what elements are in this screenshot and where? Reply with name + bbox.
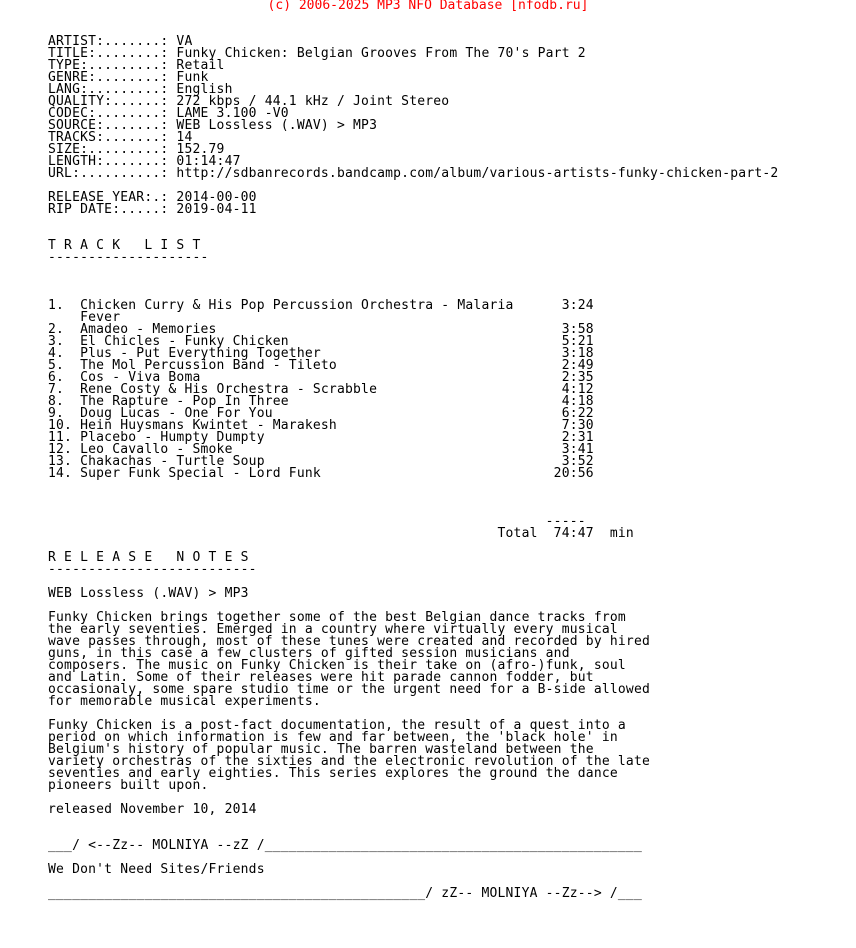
nfodb-header-title: (c) 2006-2025 MP3 NFO Database [nfodb.ru]	[267, 0, 589, 13]
nfo-text-body: ARTIST:.......: VA TITLE:........: Funky Chicken: Belgian Grooves From The 70's Part 2 TYPE:.........: Retail GENRE:........: Funk LANG:.........: English QUALITY:......: 272 kbps / 44.1 kHz / Joint Stereo CODEC:........: LAME 3.100 -V0 SOURCE:.......: WEB Lossless (.WAV) > MP3 TRACKS:.......: 14 SIZE:.........: 152.79 LENGTH:.......: 01:14:47 URL:..........: http://sdbanrecords.bandcamp.com/album/various-artists-funky-chicken-part-2 RELEASE YEAR:.: 2014-00-00 RIP DATE:.....: 2019-04-11 T R A C K L I S T -------------------- 1. Chicken Curry & His Pop Percussion Orchestra - Malaria 3:24 Fever 2. Amadeo - Memories 3:58 3. El Chicles - Funky Chicken 5:21 4. Plus - Put Everything Together 3:18 5. The Mol Percussion Band - Tileto 2:49 6. Cos - Viva Boma 2:35 7. Rene Costy & His Orchestra - Scrabble 4:12 8. The Rapture - Pop In Three 4:18 9. Doug Lucas - One For You 6:22 10. Hein Huysmans Kwintet - Marakesh 7:30 11. Placebo - Humpty Dumpty 2:31 12. Leo Cavallo - Smoke 3:41 13. Chakachas - Turtle Soup 3:52 14. Super Funk Special - Lord Funk 20:56 ----- Total 74:47 min R E L E A S E N O T E S -------------------------- WEB Lossless (.WAV) > MP3 Funky Chicken brings together some of the best Belgian dance tracks from the early seventies. Emerged in a country where virtually every musical wave passes through, most of these tunes were created and recorded by hired guns, in this case a few clusters of gifted session musicians and composers. The music on Funky Chicken is their take on (afro-)funk, soul and Latin. Some of their releases were hit parade cannon fodder, but occasionaly, some spare studio time or the urgent need for a B-side allowed for memorable musical experiments. Funky Chicken is a post-fact documentation, the result of a quest into a period on which information is few and far between, the 'black hole' in Belgium's history of popular music. The barren wasteland between the variety orchestras of the sixties and the electronic revolution of the late seventies and early eighties. This series explores the ground the dance pioneers built upon. released November 10, 2014 ___/ <--Zz-- MOLNIYA --zZ /_______________________________________________ We Don't Need Sites/Friends _______________________________________________/ zZ-- MOLNIYA --Zz--> /___	[48, 34, 779, 901]
